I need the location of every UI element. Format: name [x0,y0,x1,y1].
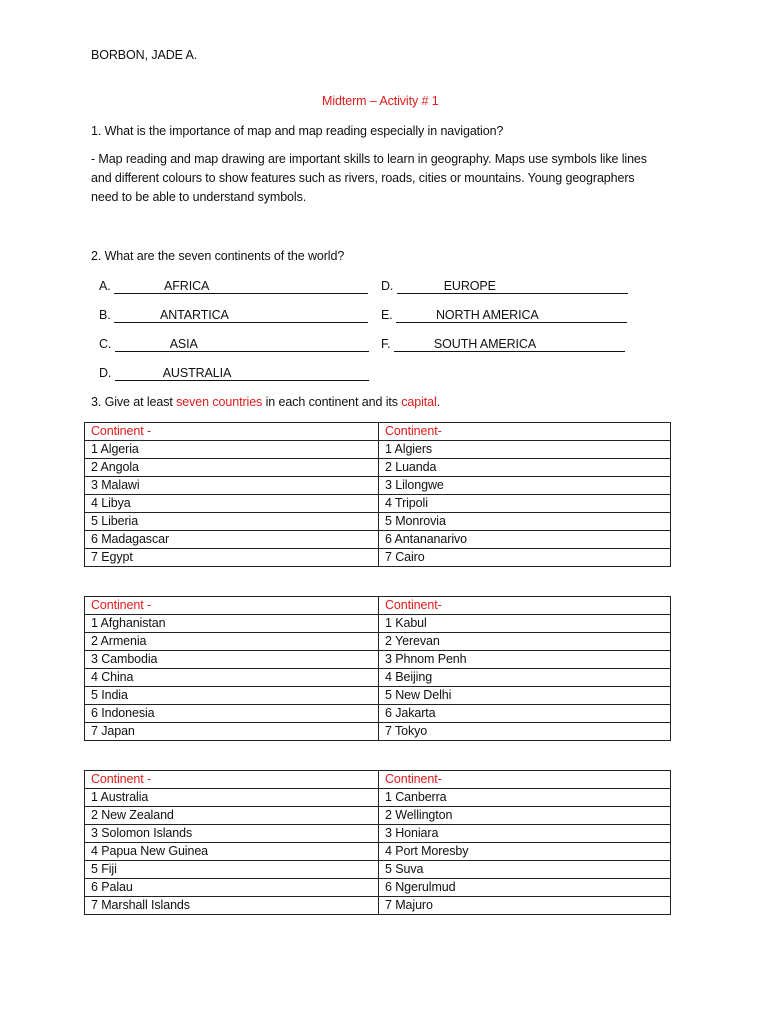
answer-blank [115,337,369,352]
table-row [85,513,671,531]
capital-cell: 7 Cairo [379,549,671,567]
country-capital-table-1 [84,422,671,567]
capital-cell: 2 Yerevan [379,633,671,651]
table-row [85,531,671,549]
capital-cell: 5 New Delhi [379,687,671,705]
header-left: Continent - [85,771,379,789]
continent-answer: ASIA [169,337,198,351]
continent-answer: NORTH AMERICA [436,308,539,322]
table-row [85,669,671,687]
header-left: Continent - [85,423,379,441]
table-header-row [85,423,671,441]
country-cell: 1 Algeria [85,441,379,459]
continent-item-c [99,337,369,352]
capital-cell: 4 Tripoli [379,495,671,513]
question-1: 1. What is the importance of map and map reading especially in navigation? [91,124,504,138]
answer-1-line: need to be able to understand symbols. [91,190,307,204]
item-letter: B. [99,308,111,322]
question-3-text: 3. Give at least [91,395,177,409]
table-row [85,861,671,879]
continent-item-d [99,366,369,381]
country-cell: 5 India [85,687,379,705]
table-row [85,459,671,477]
page-title: Midterm – Activity # 1 [322,94,439,108]
capital-cell: 1 Algiers [379,441,671,459]
country-cell: 6 Madagascar [85,531,379,549]
country-cell: 2 New Zealand [85,807,379,825]
item-letter: F. [381,337,391,351]
item-letter: D. [99,366,112,380]
continent-item-e [381,308,627,323]
table-row [85,549,671,567]
country-cell: 6 Indonesia [85,705,379,723]
answer-blank [115,366,369,381]
question-3-highlight: capital [401,395,437,409]
continent-item-d2 [381,279,628,294]
capital-cell: 4 Port Moresby [379,843,671,861]
answer-blank [114,308,368,323]
table-row [85,789,671,807]
country-cell: 3 Solomon Islands [85,825,379,843]
capital-cell: 5 Suva [379,861,671,879]
country-cell: 3 Cambodia [85,651,379,669]
capital-cell: 2 Wellington [379,807,671,825]
item-letter: D. [381,279,394,293]
item-letter: C. [99,337,112,351]
country-capital-table-3 [84,770,671,915]
country-cell: 7 Marshall Islands [85,897,379,915]
table-row [85,807,671,825]
capital-cell: 6 Jakarta [379,705,671,723]
continent-answer: EUROPE [443,279,496,293]
table-row [85,477,671,495]
answer-blank [397,279,628,294]
capital-cell: 6 Ngerulmud [379,879,671,897]
item-letter: A. [99,279,111,293]
table-row [85,879,671,897]
table-row [85,825,671,843]
country-cell: 1 Australia [85,789,379,807]
question-3-highlight: seven countries [176,395,263,409]
country-cell: 4 Papua New Guinea [85,843,379,861]
capital-cell: 1 Canberra [379,789,671,807]
table-row [85,687,671,705]
capital-cell: 3 Honiara [379,825,671,843]
capital-cell: 7 Majuro [379,897,671,915]
capital-cell: 5 Monrovia [379,513,671,531]
country-capital-table-2 [84,596,671,741]
country-cell: 2 Armenia [85,633,379,651]
capital-cell: 4 Beijing [379,669,671,687]
table-header-row [85,771,671,789]
item-letter: E. [381,308,393,322]
country-cell: 6 Palau [85,879,379,897]
country-cell: 4 Libya [85,495,379,513]
table-row [85,897,671,915]
header-right: Continent- [379,597,671,615]
table-row [85,723,671,741]
country-cell: 3 Malawi [85,477,379,495]
student-name: BORBON, JADE A. [91,48,198,62]
capital-cell: 2 Luanda [379,459,671,477]
answer-1-line: - Map reading and map drawing are important skills to learn in geography. Maps use symbols like lines [91,152,647,166]
continent-answer: SOUTH AMERICA [433,337,537,351]
answer-blank [114,279,368,294]
country-cell: 1 Afghanistan [85,615,379,633]
table-row [85,705,671,723]
table-row [85,633,671,651]
capital-cell: 1 Kabul [379,615,671,633]
country-cell: 4 China [85,669,379,687]
continent-item-b [99,308,368,323]
continent-answer: ANTARTICA [160,308,229,322]
country-cell: 2 Angola [85,459,379,477]
capital-cell: 6 Antananarivo [379,531,671,549]
header-right: Continent- [379,771,671,789]
header-right: Continent- [379,423,671,441]
table-row [85,615,671,633]
question-3-text: in each continent and its [262,395,402,409]
table-row [85,843,671,861]
continent-item-f [381,337,625,352]
question-2: 2. What are the seven continents of the world? [91,249,345,263]
answer-blank [396,308,627,323]
continent-item-a [99,279,368,294]
country-cell: 7 Japan [85,723,379,741]
capital-cell: 7 Tokyo [379,723,671,741]
answer-1-line: and different colours to show features such as rivers, roads, cities or mountains. Young geographers [91,171,635,185]
answer-blank [394,337,625,352]
country-cell: 5 Liberia [85,513,379,531]
answer-1 [91,150,647,207]
question-3 [91,395,440,409]
table-row [85,495,671,513]
country-cell: 7 Egypt [85,549,379,567]
capital-cell: 3 Phnom Penh [379,651,671,669]
table-header-row [85,597,671,615]
table-row [85,441,671,459]
question-3-text: . [436,395,441,409]
table-row [85,651,671,669]
continent-answer: AUSTRALIA [162,366,232,380]
header-left: Continent - [85,597,379,615]
continent-answer: AFRICA [164,279,210,293]
country-cell: 5 Fiji [85,861,379,879]
capital-cell: 3 Lilongwe [379,477,671,495]
